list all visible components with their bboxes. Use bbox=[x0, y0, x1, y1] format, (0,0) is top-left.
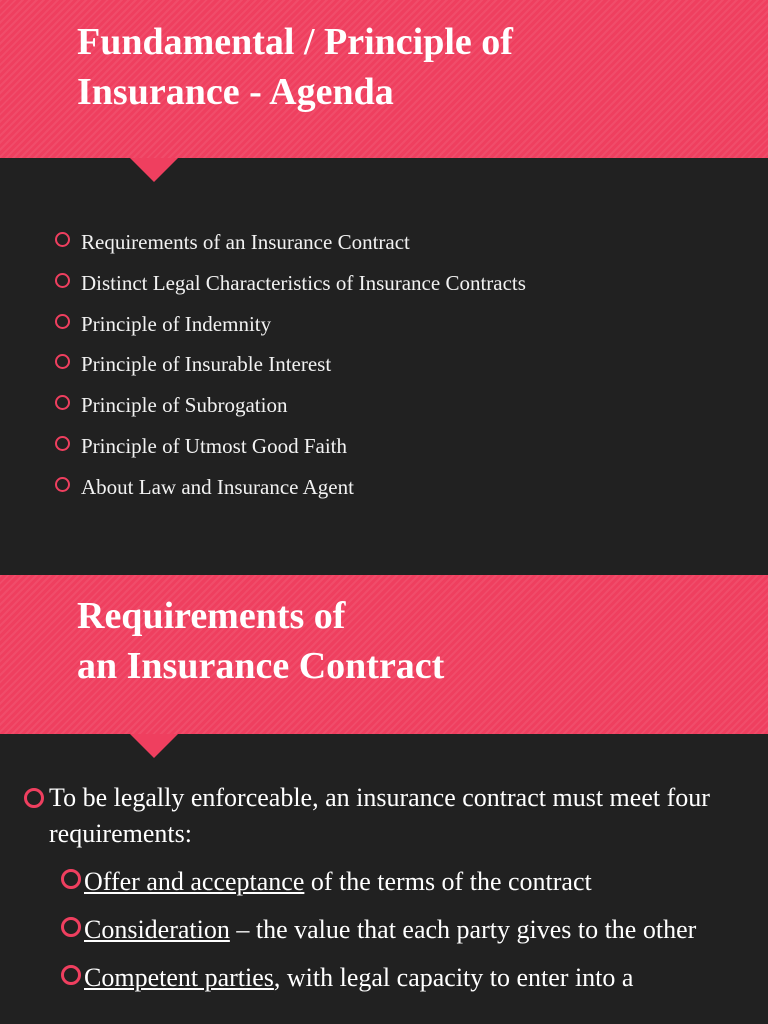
requirement-description: of the terms of the contract bbox=[304, 867, 592, 896]
agenda-item bbox=[52, 304, 526, 345]
agenda-item-label: Principle of Indemnity bbox=[81, 311, 272, 336]
agenda-item bbox=[52, 344, 526, 385]
agenda-title-band bbox=[0, 0, 768, 158]
requirement-item bbox=[0, 912, 768, 948]
circle-bullet-icon bbox=[55, 395, 70, 410]
agenda-item-label: Distinct Legal Characteristics of Insurance Contracts bbox=[81, 270, 526, 295]
agenda-item-label: Principle of Subrogation bbox=[81, 393, 288, 418]
requirement-term: Offer and acceptance bbox=[84, 867, 305, 896]
agenda-item-label: Principle of Utmost Good Faith bbox=[81, 433, 347, 458]
circle-bullet-icon bbox=[24, 788, 44, 808]
circle-bullet-icon bbox=[55, 273, 70, 288]
circle-bullet-icon bbox=[55, 436, 70, 451]
requirement-item bbox=[0, 960, 768, 996]
requirement-description: , with legal capacity to enter into a bbox=[273, 963, 634, 992]
requirements-title-line-1: Requirements of bbox=[77, 595, 346, 637]
requirements-title-line-2: an Insurance Contract bbox=[77, 645, 445, 687]
circle-bullet-icon bbox=[55, 232, 70, 247]
circle-bullet-icon bbox=[55, 354, 70, 369]
requirements-intro bbox=[0, 780, 768, 852]
title-band-notch bbox=[130, 734, 178, 758]
circle-bullet-icon bbox=[61, 965, 81, 985]
agenda-item bbox=[52, 263, 526, 304]
requirements-body bbox=[0, 780, 768, 1008]
requirements-list bbox=[0, 864, 768, 996]
agenda-list bbox=[52, 222, 526, 508]
circle-bullet-icon bbox=[61, 869, 81, 889]
requirement-item bbox=[0, 864, 768, 900]
circle-bullet-icon bbox=[61, 917, 81, 937]
requirement-term: Competent parties bbox=[84, 963, 274, 992]
title-band-notch bbox=[130, 158, 178, 182]
requirements-title-band bbox=[0, 575, 768, 734]
agenda-item-label: About Law and Insurance Agent bbox=[81, 474, 354, 499]
agenda-item bbox=[52, 426, 526, 467]
agenda-item bbox=[52, 467, 526, 508]
requirement-description: – the value that each party gives to the other bbox=[229, 915, 697, 944]
agenda-title bbox=[77, 17, 513, 117]
agenda-title-line-2: Insurance - Agenda bbox=[77, 71, 394, 113]
requirement-term: Consideration bbox=[84, 915, 230, 944]
circle-bullet-icon bbox=[55, 477, 70, 492]
circle-bullet-icon bbox=[55, 314, 70, 329]
agenda-item bbox=[52, 222, 526, 263]
agenda-item bbox=[52, 385, 526, 426]
agenda-item-label: Principle of Insurable Interest bbox=[81, 352, 332, 377]
requirements-title bbox=[77, 591, 444, 691]
requirements-intro-text: To be legally enforceable, an insurance contract must meet four requirements: bbox=[49, 783, 710, 848]
agenda-item-label: Requirements of an Insurance Contract bbox=[81, 230, 410, 254]
agenda-title-line-1: Fundamental / Principle of bbox=[77, 21, 513, 63]
